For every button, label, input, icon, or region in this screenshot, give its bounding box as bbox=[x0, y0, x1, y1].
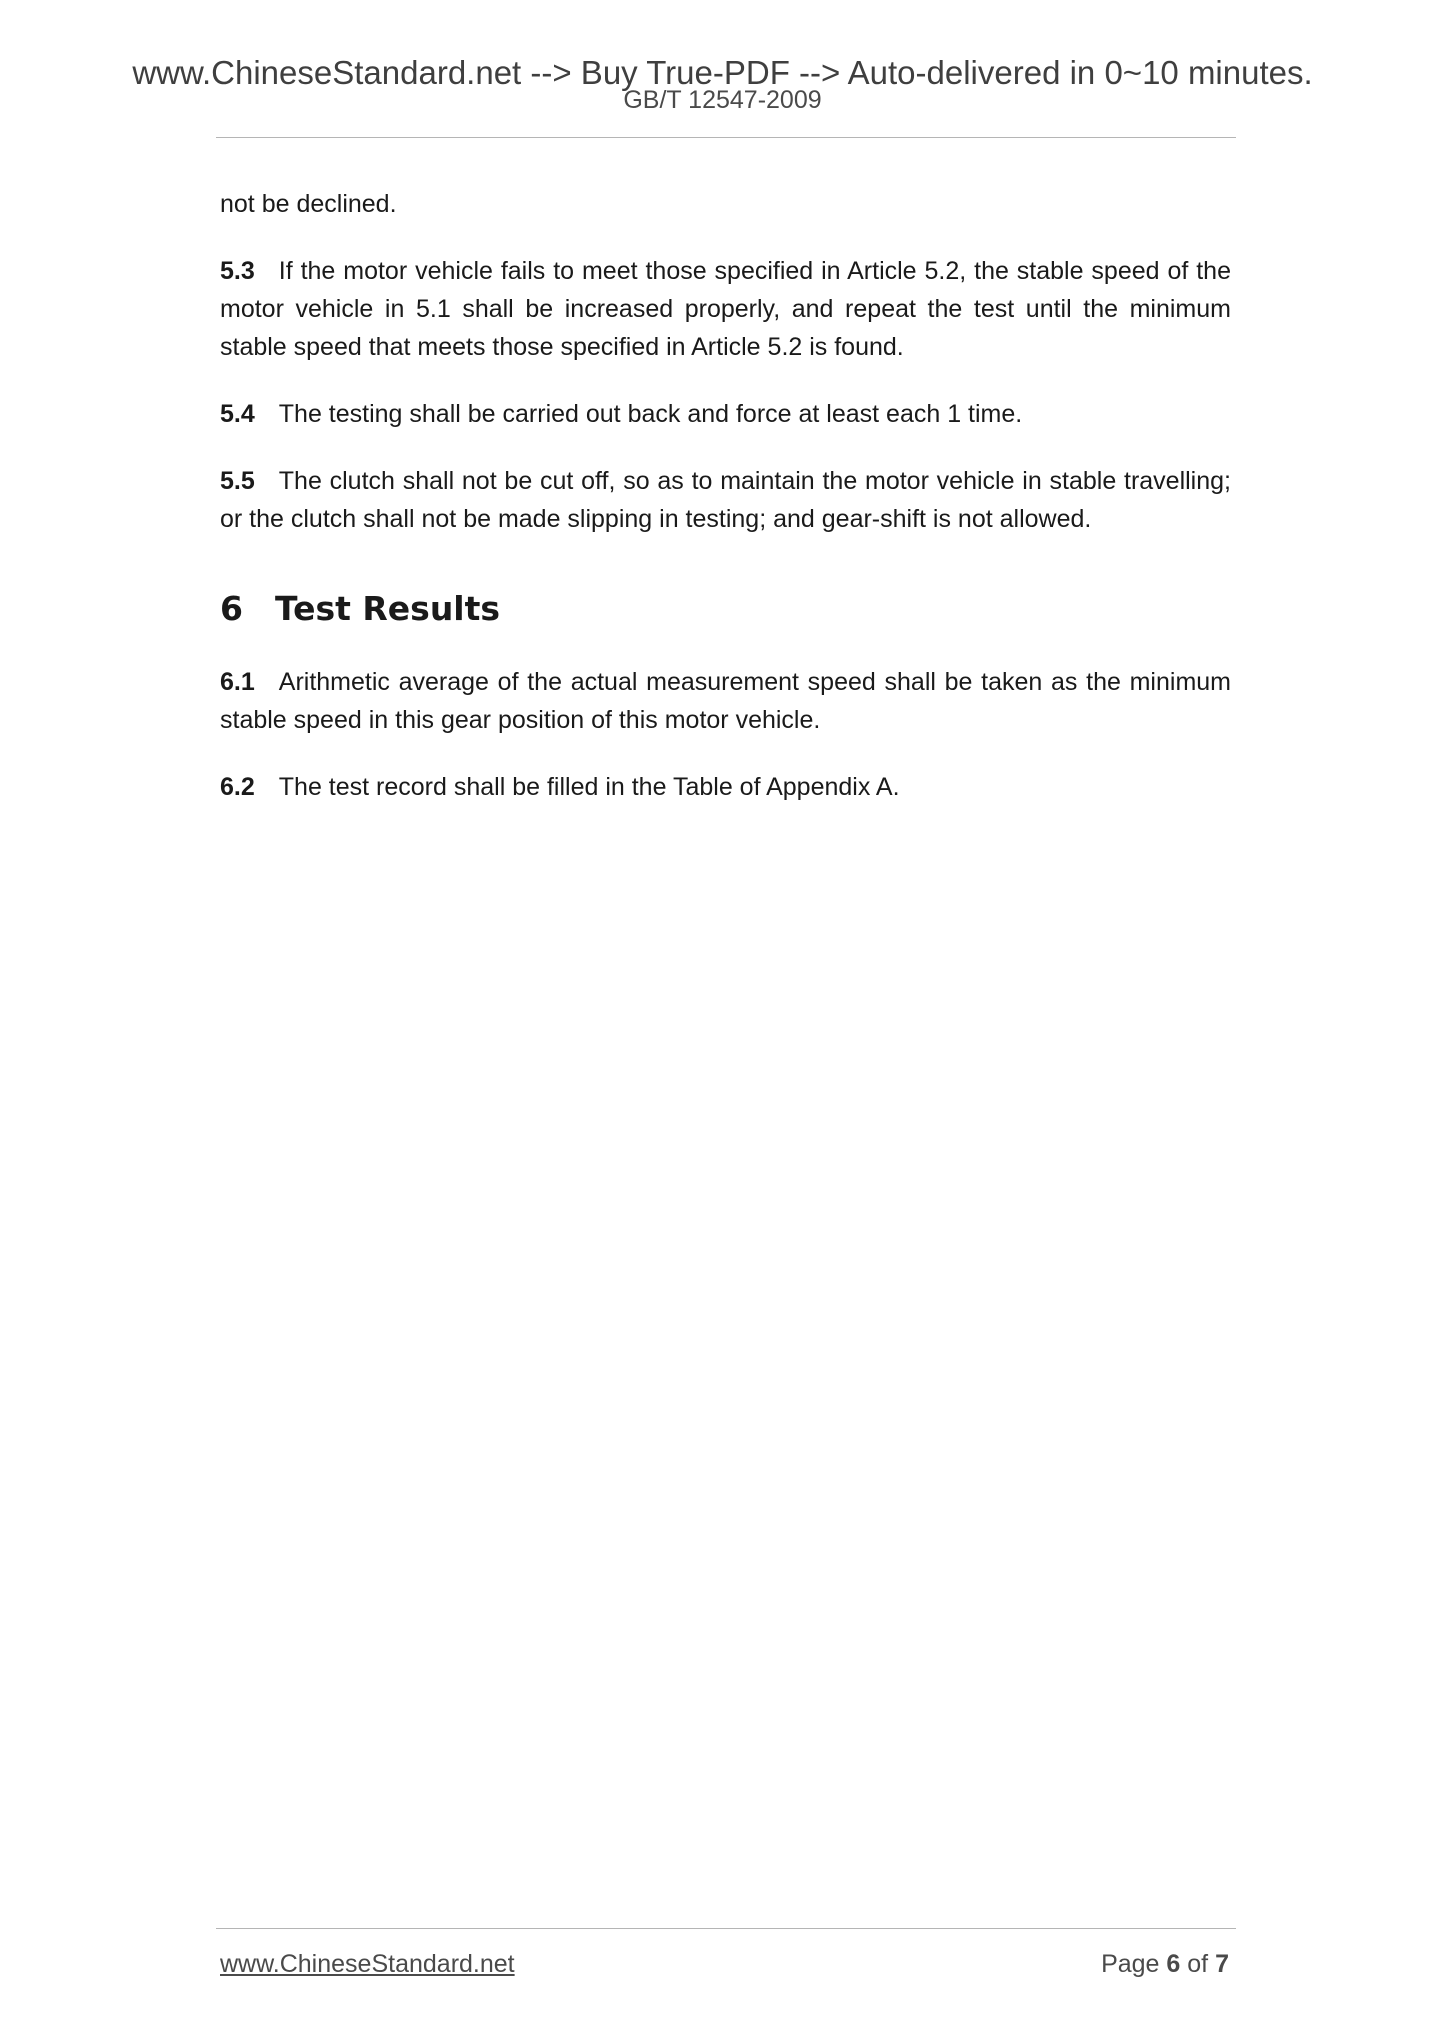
section-title: Test Results bbox=[274, 589, 501, 628]
document-body bbox=[220, 185, 1231, 806]
document-code: GB/T 12547-2009 bbox=[623, 86, 822, 114]
clause-number: 6.1 bbox=[220, 668, 255, 696]
page-of-label: of bbox=[1187, 1950, 1209, 1978]
clause-5-4 bbox=[220, 395, 1231, 433]
section-heading bbox=[220, 589, 1231, 628]
footer-divider bbox=[216, 1928, 1236, 1929]
clause-text: The testing shall be carried out back and force at least each 1 time. bbox=[278, 400, 1023, 428]
header-divider bbox=[216, 137, 1236, 138]
clause-text: If the motor vehicle fails to meet those specified in Article 5.2, the stable speed of the motor vehicle in 5.1 shall be increased properly, and repeat the test until the minimum stable speed that meets those specified in Article 5.2 is found. bbox=[220, 257, 1231, 361]
clause-text: The clutch shall not be cut off, so as to maintain the motor vehicle in stable travelling; or the clutch shall not be made slipping in testing; and gear-shift is not allowed. bbox=[220, 467, 1231, 533]
clause-number: 5.5 bbox=[220, 467, 255, 495]
total-pages-number: 7 bbox=[1215, 1950, 1229, 1978]
clause-5-5 bbox=[220, 462, 1231, 538]
clause-6-1 bbox=[220, 663, 1231, 739]
page-indicator bbox=[1101, 1950, 1229, 1979]
clause-number: 5.4 bbox=[220, 400, 255, 428]
page-label: Page bbox=[1101, 1950, 1160, 1978]
footer-website-link[interactable]: www.ChineseStandard.net bbox=[220, 1950, 515, 1978]
site-banner: www.ChineseStandard.net --> Buy True-PDF --> Auto-delivered in 0~10 minutes. bbox=[132, 54, 1313, 91]
continuation-text: not be declined. bbox=[220, 190, 397, 218]
clause-text: The test record shall be filled in the Table of Appendix A. bbox=[278, 773, 900, 801]
clause-text: Arithmetic average of the actual measurement speed shall be taken as the minimum stable speed in this gear position of this motor vehicle. bbox=[220, 668, 1231, 734]
clause-number: 6.2 bbox=[220, 773, 255, 801]
current-page-number: 6 bbox=[1166, 1950, 1181, 1978]
section-number: 6 bbox=[220, 589, 243, 628]
clause-number: 5.3 bbox=[220, 257, 255, 285]
clause-5-3 bbox=[220, 252, 1231, 366]
clause-6-2 bbox=[220, 768, 1231, 806]
